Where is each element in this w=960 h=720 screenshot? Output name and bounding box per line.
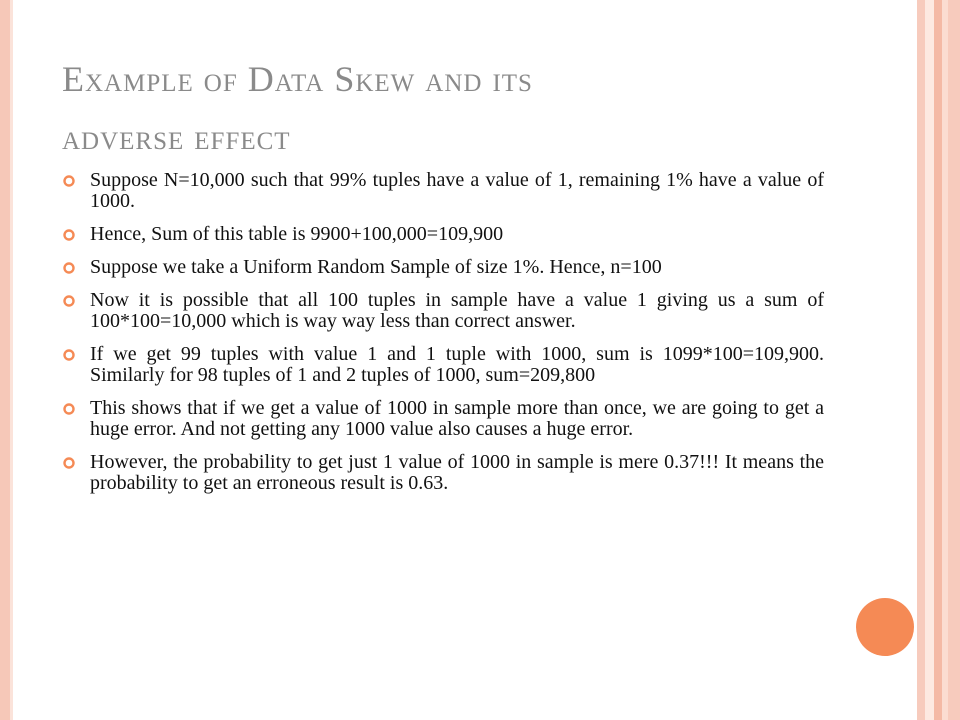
ring-bullet-icon xyxy=(62,456,76,470)
slide-title xyxy=(62,50,882,166)
bullet-item xyxy=(62,344,824,386)
right-stripe xyxy=(925,0,934,720)
bullet-item xyxy=(62,257,824,278)
bullet-text: If we get 99 tuples with value 1 and 1 tuple with 1000, sum is 1099*100=109,900. Similarly for 98 tuples of 1 and 2 tuples of 1000, sum=209,800 xyxy=(90,343,824,386)
slide-title-line-2: adverse effect xyxy=(62,117,291,157)
ring-bullet-icon xyxy=(62,294,76,308)
slide-title-line-1: Example of Data Skew and its xyxy=(62,59,533,99)
bullet-text: Suppose we take a Uniform Random Sample of size 1%. Hence, n=100 xyxy=(90,256,662,278)
bullet-text: Suppose N=10,000 such that 99% tuples have a value of 1, remaining 1% have a value of 1000. xyxy=(90,169,824,212)
bullet-item xyxy=(62,290,824,332)
right-stripe xyxy=(917,0,925,720)
left-frame-inner-border xyxy=(10,0,13,720)
ring-bullet-icon xyxy=(62,402,76,416)
ring-bullet-icon xyxy=(62,348,76,362)
ring-bullet-icon xyxy=(62,261,76,275)
right-stripe xyxy=(934,0,942,720)
bullet-item xyxy=(62,224,824,245)
bullet-text: This shows that if we get a value of 1000 in sample more than once, we are going to get a huge error. And not getting any 1000 value also causes a huge error. xyxy=(90,397,824,440)
bullet-text: However, the probability to get just 1 value of 1000 in sample is mere 0.37!!! It means the probability to get an erroneous result is 0.63. xyxy=(90,451,824,494)
ring-bullet-icon xyxy=(62,174,76,188)
decorative-orange-circle xyxy=(856,598,914,656)
bullet-list xyxy=(62,170,824,506)
bullet-text: Now it is possible that all 100 tuples in sample have a value 1 giving us a sum of 100*100=10,000 which is way way less than correct answer. xyxy=(90,289,824,332)
bullet-text: Hence, Sum of this table is 9900+100,000=109,900 xyxy=(90,223,504,245)
right-stripe xyxy=(948,0,960,720)
bullet-item xyxy=(62,398,824,440)
left-frame-border xyxy=(0,0,10,720)
ring-bullet-icon xyxy=(62,228,76,242)
bullet-item xyxy=(62,170,824,212)
bullet-item xyxy=(62,452,824,494)
